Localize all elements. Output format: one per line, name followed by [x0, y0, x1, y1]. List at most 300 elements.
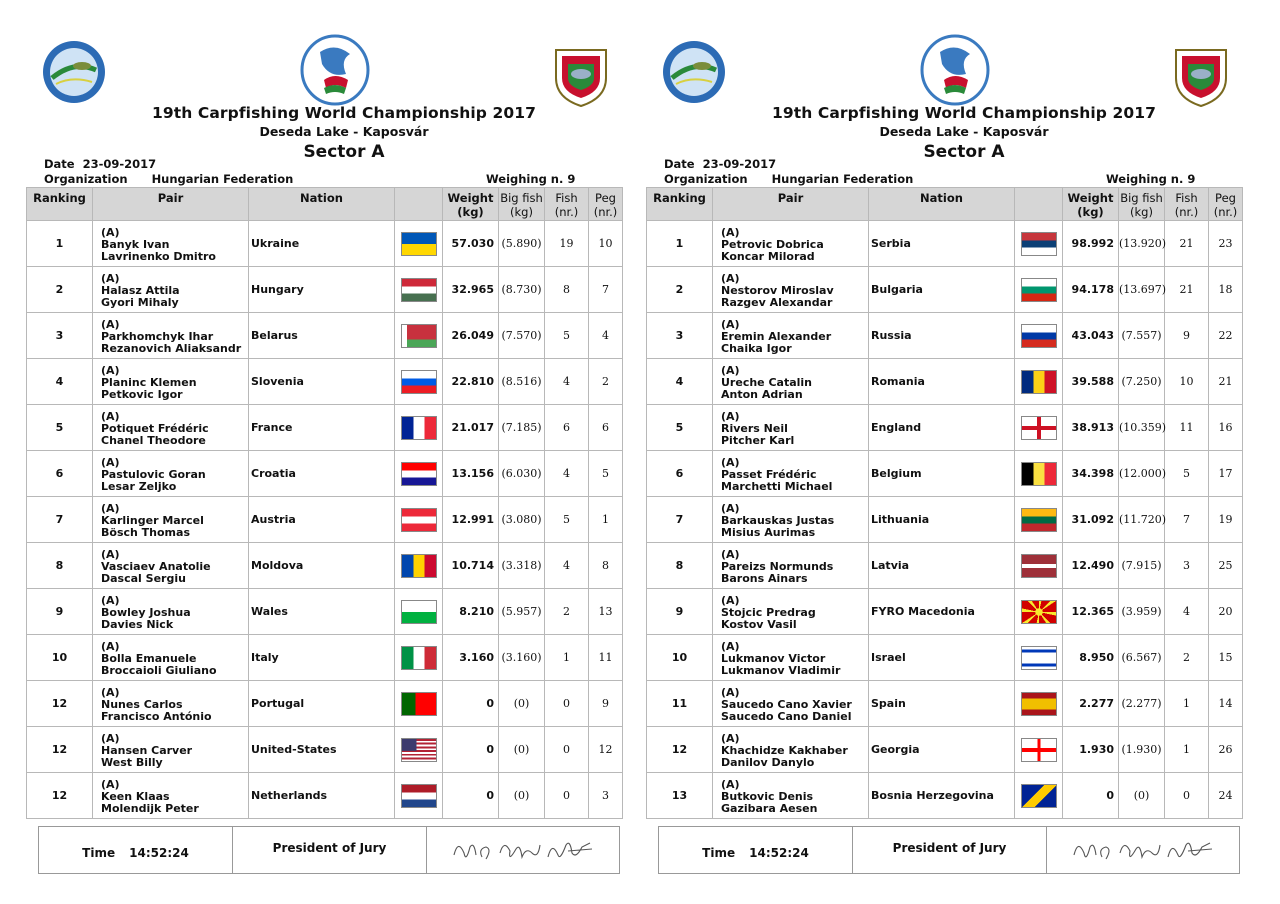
angler-2: Kostov Vasil [721, 617, 797, 631]
flag-cell [395, 359, 443, 405]
col-weight: Weight (kg) [1063, 188, 1119, 221]
fish-count-cell: 0 [545, 773, 589, 819]
weight-cell: 8.950 [1063, 635, 1119, 681]
angler-2: Petkovic Igor [101, 387, 183, 401]
pair-cell [713, 405, 869, 451]
flag-cell [395, 405, 443, 451]
peg-cell: 21 [1209, 359, 1243, 405]
fish-count-cell: 4 [545, 451, 589, 497]
flag-cell [395, 543, 443, 589]
angler-2: Misius Aurimas [721, 525, 816, 539]
flag-cell [395, 635, 443, 681]
signature-cell [427, 827, 619, 873]
group-label: (A) [101, 455, 120, 469]
angler-1: Rivers Neil [721, 421, 788, 435]
peg-cell: 20 [1209, 589, 1243, 635]
rank-cell: 9 [647, 589, 713, 635]
romania-flag-icon [1021, 370, 1057, 394]
peg-cell: 3 [589, 773, 623, 819]
nation-cell: Belarus [249, 313, 395, 359]
angler-1: Vasciaev Anatolie [101, 559, 211, 573]
nation-cell: Hungary [249, 267, 395, 313]
rank-cell: 3 [647, 313, 713, 359]
nation-cell: Spain [869, 681, 1015, 727]
organization-value: Hungarian Federation [771, 172, 914, 186]
weight-cell: 3.160 [443, 635, 499, 681]
fish-count-cell: 8 [545, 267, 589, 313]
nation-cell: Georgia [869, 727, 1015, 773]
peg-cell: 1 [589, 497, 623, 543]
lithuania-flag-icon [1021, 508, 1057, 532]
angler-2: Koncar Milorad [721, 249, 815, 263]
table-row [27, 313, 623, 359]
table-row [27, 543, 623, 589]
big-fish-cell: (13.920) [1119, 221, 1165, 267]
col-ranking: Ranking [27, 188, 93, 221]
weight-cell: 21.017 [443, 405, 499, 451]
angler-1: Pastulovic Goran [101, 467, 206, 481]
group-label: (A) [721, 731, 740, 745]
peg-cell: 23 [1209, 221, 1243, 267]
weight-cell: 0 [443, 773, 499, 819]
rank-cell: 12 [27, 727, 93, 773]
weight-cell: 0 [443, 681, 499, 727]
date-value: 23-09-2017 [702, 157, 777, 171]
nation-cell: Lithuania [869, 497, 1015, 543]
bulgaria-flag-icon [1021, 278, 1057, 302]
moldova-flag-icon [401, 554, 437, 578]
table-row [27, 359, 623, 405]
angler-2: Rezanovich Aliaksandr [101, 341, 242, 355]
pair-cell [93, 313, 249, 359]
big-fish-cell: (11.720) [1119, 497, 1165, 543]
angler-2: Chaika Igor [721, 341, 792, 355]
jury-label: President of Jury [233, 827, 427, 873]
pair-cell [713, 221, 869, 267]
angler-2: Chanel Theodore [101, 433, 206, 447]
nation-cell: Austria [249, 497, 395, 543]
weight-cell: 94.178 [1063, 267, 1119, 313]
pair-cell [713, 497, 869, 543]
group-label: (A) [721, 547, 740, 561]
angler-2: Danilov Danylo [721, 755, 815, 769]
group-label: (A) [101, 731, 120, 745]
nation-cell: Latvia [869, 543, 1015, 589]
angler-1: Keen Klaas [101, 789, 170, 803]
table-row [27, 451, 623, 497]
table-row [647, 727, 1243, 773]
fish-count-cell: 21 [1165, 267, 1209, 313]
jury-signature-icon [448, 833, 598, 867]
fish-count-cell: 11 [1165, 405, 1209, 451]
col-ranking: Ranking [647, 188, 713, 221]
angler-2: Anton Adrian [721, 387, 803, 401]
peg-cell: 14 [1209, 681, 1243, 727]
table-row [27, 221, 623, 267]
footer-box [38, 826, 620, 874]
flag-cell [1015, 773, 1063, 819]
flag-cell [1015, 451, 1063, 497]
flag-cell [1015, 543, 1063, 589]
flag-cell [395, 589, 443, 635]
flag-cell [1015, 313, 1063, 359]
weight-cell: 98.992 [1063, 221, 1119, 267]
pair-cell [713, 543, 869, 589]
weight-cell: 8.210 [443, 589, 499, 635]
fish-count-cell: 5 [1165, 451, 1209, 497]
table-row [647, 681, 1243, 727]
rank-cell: 13 [647, 773, 713, 819]
angler-2: Gazibara Aesen [721, 801, 818, 815]
angler-1: Lukmanov Victor [721, 651, 826, 665]
organization-value: Hungarian Federation [151, 172, 294, 186]
big-fish-cell: (0) [499, 681, 545, 727]
flag-cell [1015, 359, 1063, 405]
peg-cell: 5 [589, 451, 623, 497]
rank-cell: 12 [27, 681, 93, 727]
angler-2: Francisco António [101, 709, 212, 723]
big-fish-cell: (0) [499, 773, 545, 819]
table-row [27, 405, 623, 451]
peg-cell: 18 [1209, 267, 1243, 313]
fish-count-cell: 4 [1165, 589, 1209, 635]
italy-flag-icon [401, 646, 437, 670]
pair-cell [713, 681, 869, 727]
nation-cell: Belgium [869, 451, 1015, 497]
weight-cell: 1.930 [1063, 727, 1119, 773]
pair-cell [93, 405, 249, 451]
angler-2: Dascal Sergiu [101, 571, 186, 585]
pair-cell [713, 727, 869, 773]
weighing-line: Weighing n. 9 [486, 172, 576, 186]
angler-2: Lesar Zeljko [101, 479, 177, 493]
portugal-flag-icon [401, 692, 437, 716]
rank-cell: 6 [647, 451, 713, 497]
pair-cell [93, 727, 249, 773]
col-nation: Nation [869, 188, 1015, 221]
rank-cell: 5 [647, 405, 713, 451]
pair-cell [93, 451, 249, 497]
nation-cell: France [249, 405, 395, 451]
date-line: Date 23-09-2017 [664, 157, 777, 171]
group-label: (A) [101, 685, 120, 699]
peg-cell: 6 [589, 405, 623, 451]
fish-count-cell: 2 [545, 589, 589, 635]
belgium-flag-icon [1021, 462, 1057, 486]
fips-logo-icon [662, 40, 726, 104]
nation-cell: Russia [869, 313, 1015, 359]
flag-cell [395, 773, 443, 819]
rank-cell: 1 [27, 221, 93, 267]
serbia-flag-icon [1021, 232, 1057, 256]
organization-line: Organization Hungarian Federation [44, 172, 294, 186]
group-label: (A) [721, 409, 740, 423]
table-row [647, 267, 1243, 313]
nation-cell: United-States [249, 727, 395, 773]
mohosz-logo-icon [550, 38, 612, 108]
nation-cell: Italy [249, 635, 395, 681]
big-fish-cell: (12.000) [1119, 451, 1165, 497]
weight-cell: 38.913 [1063, 405, 1119, 451]
angler-1: Saucedo Cano Xavier [721, 697, 852, 711]
nation-cell: Romania [869, 359, 1015, 405]
big-fish-cell: (10.359) [1119, 405, 1165, 451]
results-table [26, 187, 623, 819]
angler-1: Karlinger Marcel [101, 513, 204, 527]
weight-cell: 0 [1063, 773, 1119, 819]
fish-count-cell: 3 [1165, 543, 1209, 589]
table-row [27, 635, 623, 681]
peg-cell: 24 [1209, 773, 1243, 819]
nation-cell: Slovenia [249, 359, 395, 405]
signature-cell [1047, 827, 1239, 873]
angler-2: Molendijk Peter [101, 801, 199, 815]
angler-1: Ureche Catalin [721, 375, 813, 389]
weight-cell: 43.043 [1063, 313, 1119, 359]
nation-cell: Israel [869, 635, 1015, 681]
nation-cell: Bosnia Herzegovina [869, 773, 1015, 819]
jury-signature-icon [1068, 833, 1218, 867]
mohosz-logo-icon [1170, 38, 1232, 108]
flag-cell [395, 681, 443, 727]
big-fish-cell: (7.570) [499, 313, 545, 359]
col-big-fish: Big fish (kg) [499, 188, 545, 221]
weight-cell: 57.030 [443, 221, 499, 267]
flag-cell [395, 727, 443, 773]
sector-title: Sector A [923, 142, 1005, 162]
page-title: 19th Carpfishing World Championship 2017 [151, 104, 537, 122]
flag-cell [395, 497, 443, 543]
weight-cell: 22.810 [443, 359, 499, 405]
pair-cell [713, 773, 869, 819]
fish-count-cell: 4 [545, 359, 589, 405]
time-value: 14:52:24 [749, 846, 809, 860]
flag-cell [1015, 681, 1063, 727]
pair-cell [713, 589, 869, 635]
peg-cell: 12 [589, 727, 623, 773]
weighing-value: 9 [567, 172, 576, 186]
peg-cell: 7 [589, 267, 623, 313]
table-row [27, 497, 623, 543]
pair-cell [713, 451, 869, 497]
angler-1: Halasz Attila [101, 283, 180, 297]
peg-cell: 15 [1209, 635, 1243, 681]
nation-cell: Croatia [249, 451, 395, 497]
pair-cell [93, 267, 249, 313]
group-label: (A) [721, 777, 740, 791]
angler-1: Hansen Carver [101, 743, 193, 757]
rank-cell: 2 [647, 267, 713, 313]
page-title: 19th Carpfishing World Championship 2017 [771, 104, 1157, 122]
angler-2: Pitcher Karl [721, 433, 795, 447]
flag-cell [1015, 405, 1063, 451]
peg-cell: 19 [1209, 497, 1243, 543]
rank-cell: 5 [27, 405, 93, 451]
weight-cell: 12.490 [1063, 543, 1119, 589]
weight-cell: 13.156 [443, 451, 499, 497]
big-fish-cell: (3.318) [499, 543, 545, 589]
championship-logo-icon [920, 34, 990, 106]
hungary-flag-icon [401, 278, 437, 302]
group-label: (A) [101, 225, 120, 239]
big-fish-cell: (5.890) [499, 221, 545, 267]
weight-cell: 32.965 [443, 267, 499, 313]
fish-count-cell: 2 [1165, 635, 1209, 681]
col-fish: Fish (nr.) [1165, 188, 1209, 221]
slovenia-flag-icon [401, 370, 437, 394]
nation-cell: Serbia [869, 221, 1015, 267]
austria-flag-icon [401, 508, 437, 532]
pair-cell [93, 221, 249, 267]
weight-cell: 12.365 [1063, 589, 1119, 635]
rank-cell: 10 [27, 635, 93, 681]
table-row [647, 313, 1243, 359]
flag-cell [1015, 589, 1063, 635]
peg-cell: 8 [589, 543, 623, 589]
table-row [647, 497, 1243, 543]
nation-cell: FYRO Macedonia [869, 589, 1015, 635]
angler-1: Stojcic Predrag [721, 605, 816, 619]
rank-cell: 12 [27, 773, 93, 819]
fish-count-cell: 0 [1165, 773, 1209, 819]
group-label: (A) [101, 363, 120, 377]
table-row [27, 589, 623, 635]
group-label: (A) [101, 271, 120, 285]
weight-cell: 34.398 [1063, 451, 1119, 497]
england-flag-icon [1021, 416, 1057, 440]
col-fish: Fish (nr.) [545, 188, 589, 221]
angler-1: Potiquet Frédéric [101, 421, 209, 435]
rank-cell: 1 [647, 221, 713, 267]
rank-cell: 9 [27, 589, 93, 635]
peg-cell: 26 [1209, 727, 1243, 773]
big-fish-cell: (7.557) [1119, 313, 1165, 359]
pair-cell [93, 543, 249, 589]
fish-count-cell: 5 [545, 497, 589, 543]
angler-1: Eremin Alexander [721, 329, 832, 343]
footer-box [658, 826, 1240, 874]
angler-1: Bolla Emanuele [101, 651, 197, 665]
angler-2: Saucedo Cano Daniel [721, 709, 852, 723]
fish-count-cell: 7 [1165, 497, 1209, 543]
usa-flag-icon [401, 738, 437, 762]
rank-cell: 12 [647, 727, 713, 773]
time-value: 14:52:24 [129, 846, 189, 860]
col-nation: Nation [249, 188, 395, 221]
nation-cell: Ukraine [249, 221, 395, 267]
fish-count-cell: 0 [545, 681, 589, 727]
pair-cell [93, 773, 249, 819]
angler-2: Gyori Mihaly [101, 295, 179, 309]
peg-cell: 17 [1209, 451, 1243, 497]
venue: Deseda Lake - Kaposvár [879, 124, 1049, 139]
fish-count-cell: 0 [545, 727, 589, 773]
angler-1: Bowley Joshua [101, 605, 191, 619]
group-label: (A) [101, 777, 120, 791]
peg-cell: 10 [589, 221, 623, 267]
angler-2: Lavrinenko Dmitro [101, 249, 216, 263]
fish-count-cell: 9 [1165, 313, 1209, 359]
group-label: (A) [721, 317, 740, 331]
rank-cell: 7 [647, 497, 713, 543]
angler-1: Planinc Klemen [101, 375, 197, 389]
group-label: (A) [101, 547, 120, 561]
flag-cell [1015, 267, 1063, 313]
group-label: (A) [721, 685, 740, 699]
nation-cell: Portugal [249, 681, 395, 727]
rank-cell: 7 [27, 497, 93, 543]
col-pair: Pair [93, 188, 249, 221]
latvia-flag-icon [1021, 554, 1057, 578]
france-flag-icon [401, 416, 437, 440]
col-peg: Peg (nr.) [589, 188, 623, 221]
group-label: (A) [101, 593, 120, 607]
nation-cell: England [869, 405, 1015, 451]
peg-cell: 11 [589, 635, 623, 681]
table-row [27, 267, 623, 313]
flag-cell [1015, 221, 1063, 267]
big-fish-cell: (6.567) [1119, 635, 1165, 681]
peg-cell: 22 [1209, 313, 1243, 359]
venue: Deseda Lake - Kaposvár [259, 124, 429, 139]
pair-cell [713, 267, 869, 313]
big-fish-cell: (8.730) [499, 267, 545, 313]
col-weight: Weight (kg) [443, 188, 499, 221]
table-row [647, 359, 1243, 405]
rank-cell: 10 [647, 635, 713, 681]
results-sheet-left [24, 0, 624, 904]
header-row [647, 188, 1243, 221]
table-row [647, 221, 1243, 267]
big-fish-cell: (2.277) [1119, 681, 1165, 727]
big-fish-cell: (0) [499, 727, 545, 773]
jury-label: President of Jury [853, 827, 1047, 873]
table-row [647, 451, 1243, 497]
pair-cell [93, 635, 249, 681]
bosnia-flag-icon [1021, 784, 1057, 808]
angler-2: Barons Ainars [721, 571, 808, 585]
angler-1: Nestorov Miroslav [721, 283, 834, 297]
group-label: (A) [101, 501, 120, 515]
israel-flag-icon [1021, 646, 1057, 670]
big-fish-cell: (8.516) [499, 359, 545, 405]
angler-1: Banyk Ivan [101, 237, 170, 251]
angler-2: Razgev Alexandar [721, 295, 833, 309]
flag-cell [395, 451, 443, 497]
pair-cell [713, 359, 869, 405]
netherlands-flag-icon [401, 784, 437, 808]
angler-2: Davies Nick [101, 617, 174, 631]
fish-count-cell: 19 [545, 221, 589, 267]
angler-1: Passet Frédéric [721, 467, 817, 481]
fips-logo-icon [42, 40, 106, 104]
rank-cell: 3 [27, 313, 93, 359]
weight-cell: 10.714 [443, 543, 499, 589]
peg-cell: 4 [589, 313, 623, 359]
group-label: (A) [721, 363, 740, 377]
header-row [27, 188, 623, 221]
fish-count-cell: 4 [545, 543, 589, 589]
flag-cell [1015, 635, 1063, 681]
flag-cell [395, 313, 443, 359]
pair-cell [93, 359, 249, 405]
sector-title: Sector A [303, 142, 385, 162]
flag-cell [395, 267, 443, 313]
group-label: (A) [721, 271, 740, 285]
table-row [27, 773, 623, 819]
angler-1: Butkovic Denis [721, 789, 814, 803]
fish-count-cell: 1 [545, 635, 589, 681]
